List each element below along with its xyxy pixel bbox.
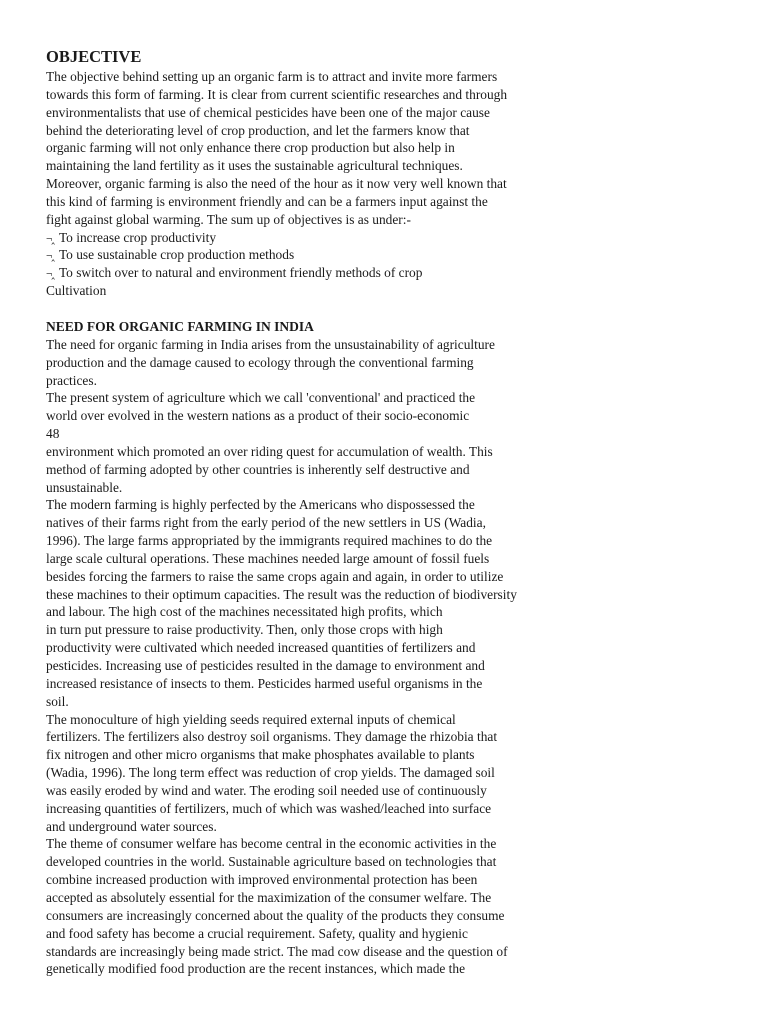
text-line: maintaining the land fertility as it uses the sustainable agricultural techniques.	[46, 158, 463, 174]
bullet-item	[46, 246, 726, 264]
text-line: was easily eroded by wind and water. The eroding soil needed use of continuously	[46, 782, 487, 798]
text-line: The need for organic farming in India arises from the unsustainability of agriculture	[46, 336, 495, 352]
text-line: increased resistance of insects to them. Pesticides harmed useful organisms in the	[46, 675, 483, 691]
text-line: 48	[46, 426, 60, 442]
text-line: fight against global warming. The sum up of objectives is as under:-	[46, 211, 411, 227]
text-line: The monoculture of high yielding seeds required external inputs of chemical	[46, 711, 456, 727]
bullet-item	[46, 264, 726, 282]
text-line: increasing quantities of fertilizers, much of which was washed/leached into surface	[46, 800, 492, 816]
objective-bullet-list	[46, 229, 726, 283]
bullet-text: To switch over to natural and environment friendly methods of crop	[58, 265, 423, 281]
text-line: pesticides. Increasing use of pesticides resulted in the damage to environment and	[46, 658, 485, 673]
text-line: environment which promoted an over riding quest for accumulation of wealth. This	[46, 443, 493, 459]
need-paragraph	[46, 336, 726, 978]
text-line: towards this form of farming. It is clear from current scientific researches and through	[46, 86, 508, 102]
text-line: method of farming adopted by other countries is inherently self destructive and	[46, 461, 470, 477]
text-line: and underground water sources.	[46, 818, 217, 834]
section-spacer	[46, 300, 726, 318]
text-line: in turn put pressure to raise productivity. Then, only those crops with high	[46, 622, 443, 638]
text-line: soil.	[46, 693, 69, 709]
text-line: The theme of consumer welfare has become central in the economic activities in the	[46, 836, 497, 852]
bullet-glyph-icon: ¬‸	[46, 232, 54, 245]
text-line: genetically modified food production are the recent instances, which made the	[46, 961, 466, 977]
text-line: practices.	[46, 372, 97, 388]
text-line: organic farming will not only enhance there crop production but also help in	[46, 140, 455, 156]
document-page	[46, 46, 726, 978]
bullet-text: To increase crop productivity	[58, 229, 217, 245]
text-line: environmentalists that use of chemical pesticides have been one of the major cause	[46, 104, 490, 120]
text-line: and food safety has become a crucial requirement. Safety, quality and hygienic	[46, 925, 468, 941]
text-line: (Wadia, 1996). The long term effect was reduction of crop yields. The damaged soil	[46, 765, 495, 781]
text-line: production and the damage caused to ecology through the conventional farming	[46, 354, 474, 370]
text-line: natives of their farms right from the early period of the new settlers in US (Wadia,	[46, 515, 486, 531]
text-line: 1996). The large farms appropriated by the immigrants required machines to do the	[46, 533, 493, 549]
text-line: besides forcing the farmers to raise the same crops again and again, in order to utilize	[46, 568, 504, 584]
text-line: accepted as absolutely essential for the maximization of the consumer welfare. The	[46, 889, 492, 905]
text-line: combine increased production with improved environmental protection has been	[46, 872, 478, 888]
bullet-text: To use sustainable crop production methods	[58, 247, 295, 263]
text-line: The objective behind setting up an organic farm is to attract and invite more farmers	[46, 69, 498, 84]
text-line: Moreover, organic farming is also the need of the hour as it now very well known that	[46, 176, 507, 192]
text-line: The modern farming is highly perfected by the Americans who dispossessed the	[46, 497, 475, 513]
bullet-item	[46, 229, 726, 247]
text-line: fix nitrogen and other micro organisms that make phosphates available to plants	[46, 747, 475, 763]
text-line: large scale cultural operations. These machines needed large amount of fossil fuels	[46, 550, 490, 566]
text-line: standards are increasingly being made strict. The mad cow disease and the question of	[46, 943, 508, 959]
text-line: these machines to their optimum capacities. The result was the reduction of biodiversity	[46, 586, 517, 602]
text-line: consumers are increasingly concerned about the quality of the products they consume	[46, 907, 505, 923]
text-line: developed countries in the world. Sustainable agriculture based on technologies that	[46, 854, 497, 870]
bullet-glyph-icon: ¬‸	[46, 250, 54, 263]
text-line: behind the deteriorating level of crop production, and let the farmers know that	[46, 122, 470, 138]
text-line: productivity were cultivated which needed increased quantities of fertilizers and	[46, 640, 476, 656]
text-line: and labour. The high cost of the machines necessitated high profits, which	[46, 604, 443, 620]
text-line: The present system of agriculture which we call 'conventional' and practiced the	[46, 390, 476, 406]
section-heading-objective: OBJECTIVE	[46, 47, 142, 66]
text-line: unsustainable.	[46, 479, 123, 495]
text-line: fertilizers. The fertilizers also destroy soil organisms. They damage the rhizobia that	[46, 729, 498, 745]
section-heading-need: NEED FOR ORGANIC FARMING IN INDIA	[46, 318, 314, 334]
objective-paragraph	[46, 68, 726, 229]
bullet-glyph-icon: ¬‸	[46, 268, 54, 281]
text-line: world over evolved in the western nations as a product of their socio-economic	[46, 408, 470, 424]
text-line: this kind of farming is environment friendly and can be a farmers input against the	[46, 193, 488, 209]
bullet-continuation: Cultivation	[46, 283, 107, 299]
